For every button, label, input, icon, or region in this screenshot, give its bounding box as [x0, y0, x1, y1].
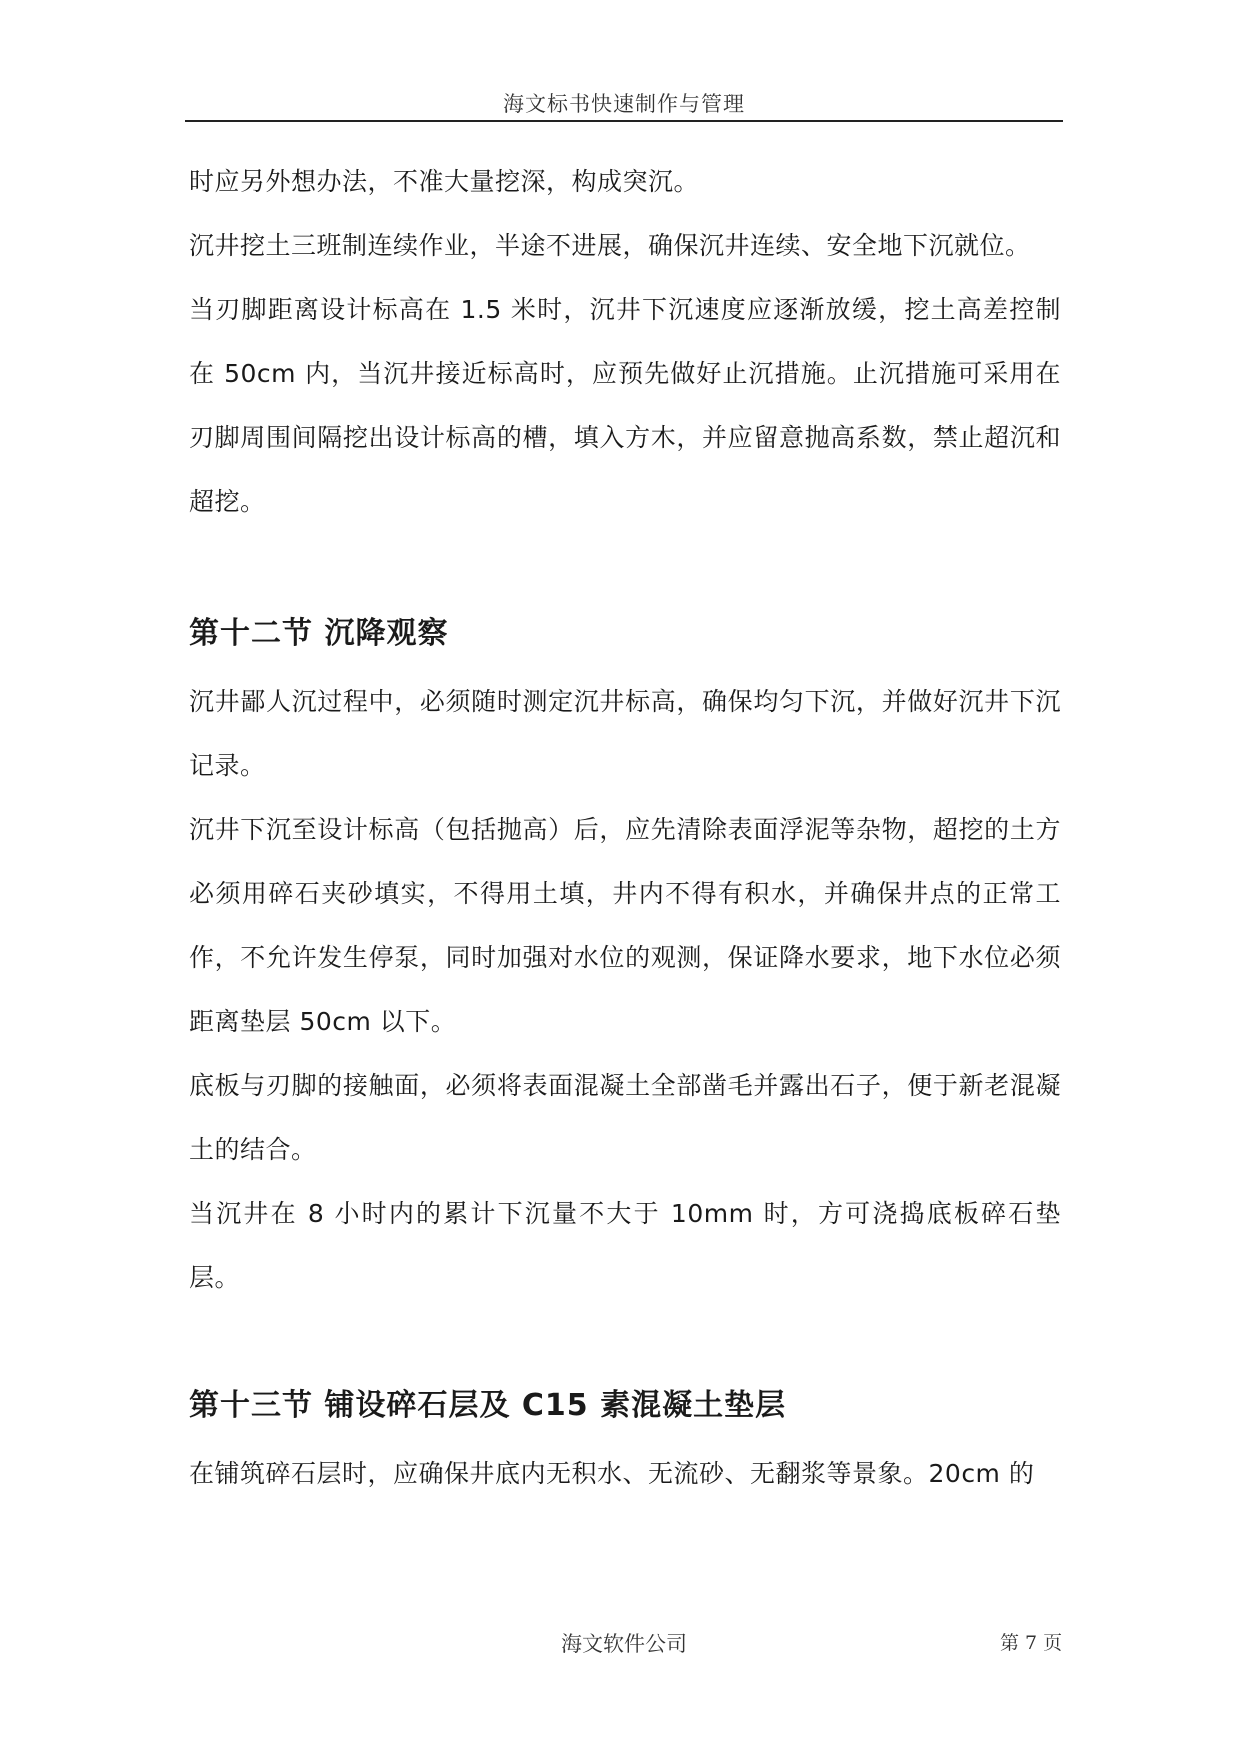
- paragraph: 当刃脚距离设计标高在 1.5 米时，沉井下沉速度应逐渐放缓，挖土高差控制在 50cm 内，当沉井接近标高时，应预先做好止沉措施。止沉措施可采用在刃脚周围间隔挖出设计标高的槽，填入方木，并应留意抛高系数，禁止超沉和超挖。: [189, 295, 1061, 516]
- page-number: 第 7 页: [1000, 1632, 1063, 1654]
- paragraph: 沉井下沉至设计标高（包括抛高）后，应先清除表面浮泥等杂物，超挖的土方必须用碎石夹砂填实，不得用土填，井内不得有积水，并确保井点的正常工作，不允许发生停泵，同时加强对水位的观测，保证降水要求，地下水位必须距离垫层 50cm 以下。: [189, 815, 1061, 1036]
- document-body: [189, 150, 1061, 1506]
- paragraph: 时应另外想办法，不准大量挖深，构成突沉。: [189, 167, 700, 196]
- header-rule: [185, 120, 1063, 122]
- paragraph: 当沉井在 8 小时内的累计下沉量不大于 10mm 时，方可浇捣底板碎石垫层。: [189, 1199, 1061, 1292]
- paragraph: 沉井挖土三班制连续作业，半途不进展，确保沉井连续、安全地下沉就位。: [189, 231, 1031, 260]
- section-heading: 第十二节 沉降观察: [189, 616, 449, 651]
- section-heading: 第十三节 铺设碎石层及 C15 素混凝土垫层: [189, 1388, 787, 1423]
- paragraph: 在铺筑碎石层时，应确保井底内无积水、无流砂、无翻浆等景象。20cm 的: [189, 1459, 1035, 1488]
- paragraph: 底板与刃脚的接触面，必须将表面混凝土全部凿毛并露出石子，便于新老混凝土的结合。: [189, 1071, 1061, 1164]
- footer-company: 海文软件公司: [561, 1632, 687, 1656]
- page-header: 海文标书快速制作与管理: [503, 92, 745, 116]
- paragraph: 沉井鄙人沉过程中，必须随时测定沉井标高，确保均匀下沉，并做好沉井下沉记录。: [189, 687, 1061, 780]
